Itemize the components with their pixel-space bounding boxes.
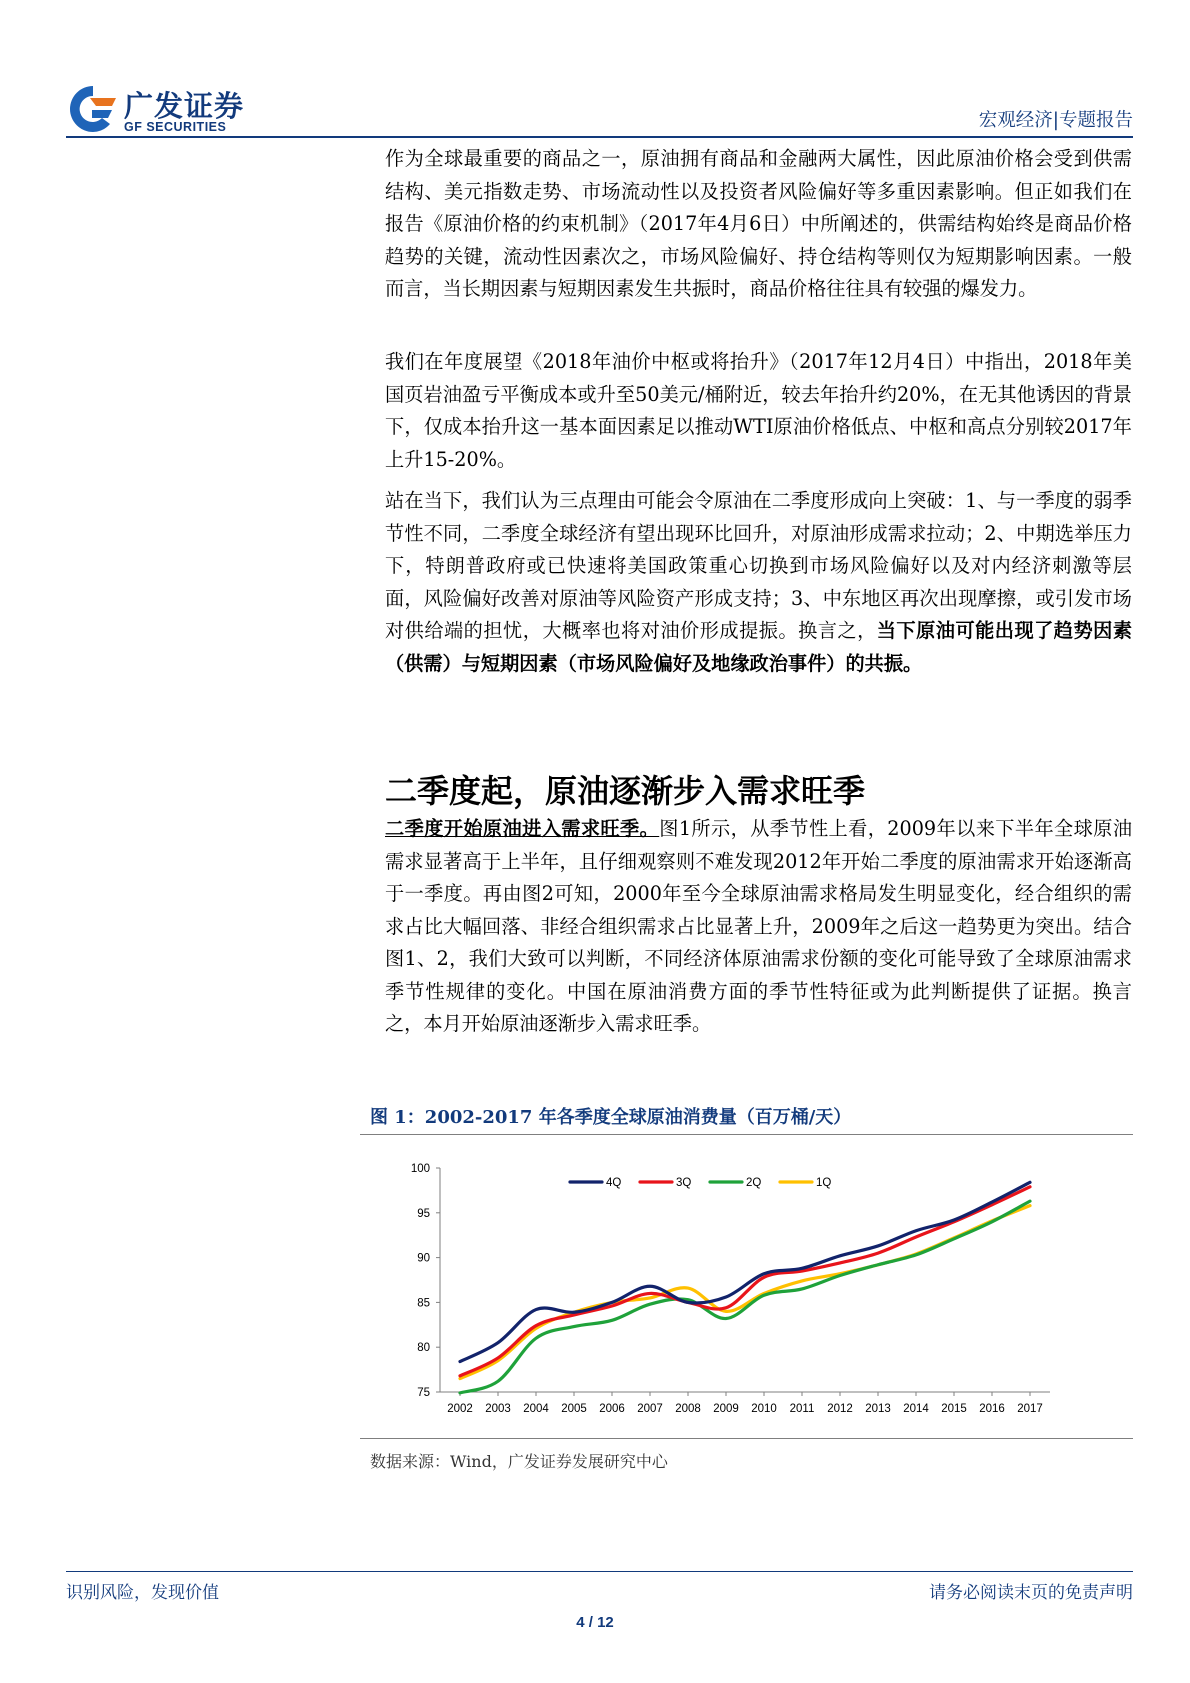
series-line-2Q xyxy=(460,1201,1030,1393)
paragraph-4-text: 图1所示，从季节性上看，2009年以来下半年全球原油需求显著高于上半年，且仔细观察则不难发现2012年开始二季度的原油需求开始逐渐高于一季度。再由图2可知，2000年至今全球原油需求格局发生明显变化，经合组织的需求占比大幅回落、非经合组织需求占比显著上升，2009年之后这一趋势更为突出。结合图1、2，我们大致可以判断，不同经济体原油需求份额的变化可能导致了全球原油需求季节性规律的变化。中国在原油消费方面的季节性特征或为此判断提供了证据。换言之，本月开始原油逐渐步入需求旺季。 xyxy=(385,817,1133,1035)
x-tick-label: 2008 xyxy=(675,1403,701,1415)
x-tick-label: 2011 xyxy=(789,1403,815,1415)
paragraph-4-lead: 二季度开始原油进入需求旺季。 xyxy=(385,817,660,840)
report-section-title: 宏观经济|专题报告 xyxy=(978,110,1133,131)
paragraph-1: 作为全球最重要的商品之一，原油拥有商品和金融两大属性，因此原油价格会受到供需结构、美元指数走势、市场流动性以及投资者风险偏好等多重因素影响。但正如我们在报告《原油价格的约束机制》（2017年4月6日）中所阐述的，供需结构始终是商品价格趋势的关键，流动性因素次之，市场风险偏好、持仓结构等则仅为短期影响因素。一般而言，当长期因素与短期因素发生共振时，商品价格往往具有较强的爆发力。 xyxy=(385,147,1132,300)
header-divider xyxy=(66,136,1133,138)
series-line-3Q xyxy=(460,1187,1030,1376)
footer-slogan: 识别风险，发现价值 xyxy=(66,1583,219,1603)
y-tick-label: 95 xyxy=(417,1207,430,1220)
y-tick-label: 85 xyxy=(417,1297,430,1310)
figure-bottom-rule xyxy=(360,1438,1133,1439)
y-tick-label: 80 xyxy=(417,1342,430,1355)
oil-consumption-line-chart xyxy=(370,1140,1070,1432)
paragraph-2: 我们在年度展望《2018年油价中枢或将抬升》（2017年12月4日）中指出，2018年美国页岩油盈亏平衡成本或升至50美元/桶附近，较去年抬升约20%，在无其他诱因的背景下，仅成本抬升这一基本面因素足以推动WTI原油价格低点、中枢和高点分别较2017年上升15-20%。 xyxy=(385,350,1132,471)
logo xyxy=(66,82,316,140)
paragraph-4 xyxy=(385,813,1132,1041)
paragraph-3 xyxy=(385,485,1132,680)
x-tick-label: 2004 xyxy=(523,1403,549,1415)
figure-title: 图 1：2002-2017 年各季度全球原油消费量（百万桶/天） xyxy=(370,1107,852,1128)
x-tick-label: 2007 xyxy=(637,1403,663,1415)
paragraph-2-block xyxy=(385,346,1132,476)
y-tick-label: 90 xyxy=(417,1252,430,1265)
legend-label-1Q: 1Q xyxy=(816,1177,832,1189)
section-heading: 二季度起，原油逐渐步入需求旺季 xyxy=(385,772,866,810)
x-tick-label: 2006 xyxy=(599,1403,625,1415)
x-tick-label: 2010 xyxy=(751,1403,777,1415)
legend-label-4Q: 4Q xyxy=(606,1177,622,1189)
paragraph-3-block xyxy=(385,485,1132,680)
y-tick-label: 100 xyxy=(410,1163,430,1175)
page-header xyxy=(0,0,1190,140)
figure-top-rule xyxy=(360,1134,1133,1135)
x-tick-label: 2017 xyxy=(1017,1403,1043,1415)
x-tick-label: 2005 xyxy=(561,1403,587,1415)
paragraph-3-text: 站在当下，我们认为三点理由可能会令原油在二季度形成向上突破：1、与一季度的弱季节性不同，二季度全球经济有望出现环比回升，对原油形成需求拉动；2、中期选举压力下，特朗普政府或已快速将美国政策重心切换到市场风险偏好以及对内经济刺激等层面，风险偏好改善对原油等风险资产形成支持；3、中东地区再次出现摩擦，或引发市场对供给端的担忧，大概率也将对油价形成提振。换言之， xyxy=(385,489,1132,642)
x-tick-label: 2002 xyxy=(447,1403,473,1415)
gf-logo-icon xyxy=(66,82,120,136)
figure-source: 数据来源：Wind，广发证券发展研究中心 xyxy=(370,1452,668,1471)
x-tick-label: 2013 xyxy=(865,1403,891,1415)
footer-disclaimer: 请务必阅读末页的免责声明 xyxy=(929,1583,1133,1603)
logo-chinese-text: 广发证券 xyxy=(124,89,245,123)
legend-label-2Q: 2Q xyxy=(746,1177,762,1189)
paragraph-4-block xyxy=(385,813,1132,1041)
x-tick-label: 2003 xyxy=(485,1403,511,1415)
x-tick-label: 2015 xyxy=(941,1403,967,1415)
logo-english-text: GF SECURITIES xyxy=(124,120,227,134)
paragraph-1-block xyxy=(385,143,1132,306)
x-tick-label: 2012 xyxy=(827,1403,853,1415)
y-tick-label: 75 xyxy=(417,1387,430,1399)
footer-divider xyxy=(66,1571,1133,1572)
x-tick-label: 2014 xyxy=(903,1403,929,1415)
x-tick-label: 2009 xyxy=(713,1403,739,1415)
paragraph-3-bold-conclusion: 当下原油可能出现了趋势因素（供需）与短期因素（市场风险偏好及地缘政治事件）的共振。 xyxy=(385,619,1133,675)
page-number: 4 / 12 xyxy=(576,1614,614,1631)
legend-label-3Q: 3Q xyxy=(676,1177,692,1189)
x-tick-label: 2016 xyxy=(979,1403,1005,1415)
